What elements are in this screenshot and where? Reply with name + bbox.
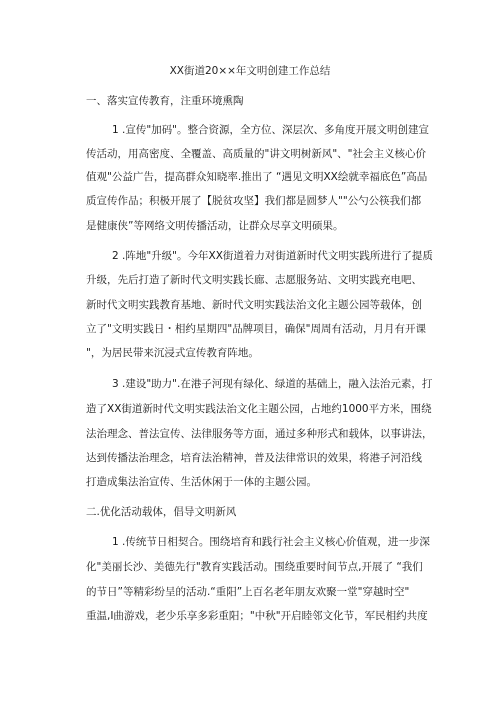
paragraph-line: "，为居民带来沉浸式宣传教育阵地。 bbox=[86, 347, 259, 359]
paragraph-line: 重温,I曲游戏，老少乐享多彩重阳；"中秋"开启睦邻文化节，军民相约共度 bbox=[86, 610, 428, 622]
paragraph-line: 是健康侠”等网络文明传播活动，让群众尽享文明硕果。 bbox=[86, 220, 344, 232]
paragraph-line: 1 .宣传"加码"。整合资源，全方位、深层次、多角度开展文明创建宣 bbox=[112, 124, 430, 136]
paragraph-line: 法治理念、普法宣传、法律服务等方面，通过多种形式和载体，以事讲法， bbox=[86, 428, 433, 440]
document-title: XX街道20××年文明创建工作总结 bbox=[169, 65, 331, 77]
paragraph-line: 化"美丽长沙、美德先行"教育实践活动。围绕重要时间节点,开展了 “我们 bbox=[86, 561, 423, 573]
paragraph-line: 打造成集法治宣传、生活休闲于一体的主题公园。 bbox=[86, 476, 317, 488]
section-heading-2: 二.优化活动载体，倡导文明新风 bbox=[86, 506, 237, 518]
paragraph-line: 达到传播法治理念，培育法治精神，普及法律常识的效果，将港子河沿线 bbox=[86, 452, 422, 464]
paragraph-line: 立了"文明实践日・相约星期四"品牌项目，确保"周周有活动，月月有开课 bbox=[86, 323, 426, 335]
paragraph-line: 的节日”等精彩纷呈的活动.“重阳”上百名老年朋友欢聚一堂"穿越时空" bbox=[86, 586, 410, 598]
paragraph-line: 新时代文明实践教育基地、新时代文明实践法治文化主题公园等载体，创 bbox=[86, 299, 422, 311]
section-heading-1: 一、落实宣传教育，注重环境熏陶 bbox=[86, 95, 244, 107]
paragraph-line: 1 .传统节日相契合。围绕培育和践行社会主义核心价值观，进一步深 bbox=[112, 536, 430, 548]
paragraph-line: 3 .建设"助力".在港子河现有绿化、绿道的基础上，融入法治元素，打 bbox=[112, 378, 433, 390]
paragraph-line: 值观"公益广告，提高群众知晓率.推出了 “遇见文明XX绘就幸福底色”高品 bbox=[86, 171, 428, 183]
paragraph-line: 传活动，用高密度、全覆盖、高质量的"讲文明树新风"、"社会主义核心价 bbox=[86, 148, 426, 160]
paragraph-line: 2 .阵地"升级"。今年XX街道着力对街道新时代文明实践所进行了提质 bbox=[112, 250, 433, 262]
paragraph-line: 质宣传作品；积极开展了【脱贫攻坚】我们都是圆梦人""公勺公筷我们都 bbox=[86, 195, 422, 207]
paragraph-line: 升级，先后打造了新时代文明实践长廊、志愿服务站、文明实践充电吧、 bbox=[86, 274, 422, 286]
paragraph-line: 造了XX街道新时代文明实践法治文化主题公园，占地约1000平方米，围绕 bbox=[86, 403, 432, 415]
